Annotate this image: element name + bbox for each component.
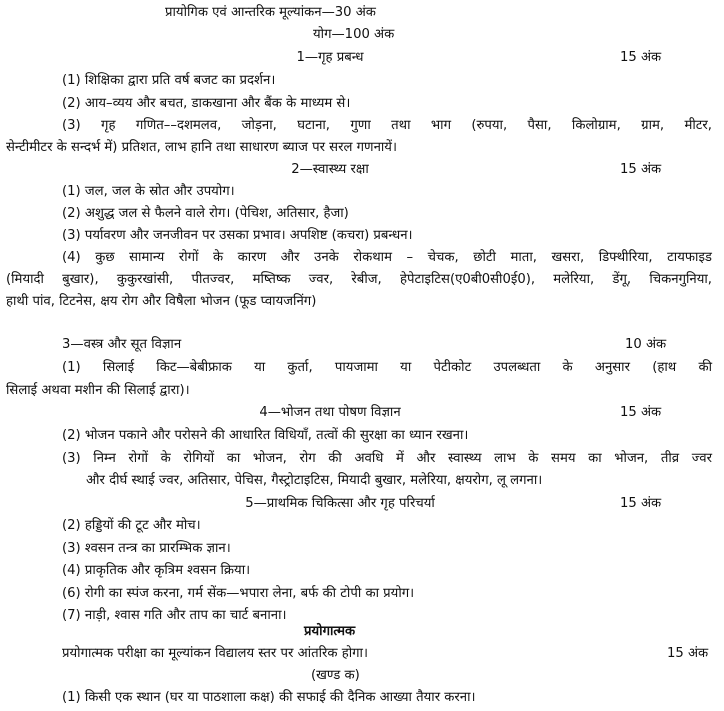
list-item: (2) भोजन पकाने और परोसने की आधारित विधियाँ, तत्वों की सुरक्षा का ध्यान रखना।	[62, 428, 469, 443]
section-marks: 15 अंक	[620, 50, 662, 65]
list-item: (6) रोगी का स्पंज करना, गर्म सेंक—भपारा लेना, बर्फ की टोपी का प्रयोग।	[62, 586, 415, 601]
list-item: सेन्टीमीटर के सन्दर्भ में) प्रतिशत, लाभ हानि तथा साधारण ब्याज पर सरल गणनायें।	[6, 140, 397, 155]
section-heading: 3—वस्त्र और सूत विज्ञान	[62, 337, 182, 352]
list-item: हाथी पांव, टिटनेस, क्षय रोग और विषैला भोजन (फूड प्वायजनिंग)	[6, 294, 317, 309]
list-item: (3) श्वसन तन्त्र का प्रारम्भिक ज्ञान।	[62, 541, 231, 556]
practical-text: प्रयोगात्मक परीक्षा का मूल्यांकन विद्यालय स्तर पर आंतरिक होगा।	[62, 646, 368, 661]
section-heading: 5—प्राथमिक चिकित्सा और गृह परिचर्या	[245, 496, 435, 511]
intro-line-1: प्रायोगिक एवं आन्तरिक मूल्यांकन—30 अंक	[165, 5, 376, 20]
section-marks: 15 अंक	[620, 405, 662, 420]
intro-line-2: योग—100 अंक	[313, 27, 395, 42]
list-item: (3) पर्यावरण और जनजीवन पर उसका प्रभाव। अपशिष्ट (कचरा) प्रबन्धन।	[62, 228, 413, 243]
list-item: सिलाई अथवा मशीन की सिलाई द्वारा)।	[6, 383, 190, 398]
list-item: (1) शिक्षिका द्वारा प्रति वर्ष बजट का प्रदर्शन।	[62, 73, 276, 88]
practical-marks: 15 अंक	[667, 646, 709, 661]
section-marks: 10 अंक	[625, 337, 667, 352]
list-item: (2) आय–व्यय और बचत, डाकखाना और बैंक के माध्यम से।	[62, 96, 351, 111]
list-item: (1) किसी एक स्थान (घर या पाठशाला कक्ष) की सफाई की दैनिक आख्या तैयार करना।	[62, 690, 476, 705]
list-item: (1) सिलाई किट—बेबीफ्राक या कुर्ता, पायजामा या पेटीकोट उपलब्धता के अनुसार (हाथ की	[62, 360, 712, 375]
list-item: (3) निम्न रोगों के रोगियों का भोजन, रोग की अवधि में और स्वास्थ्य लाभ के समय का भोजन, तीव्र ज्वर	[62, 451, 712, 466]
practical-subheading: (खण्ड क)	[311, 668, 360, 683]
section-marks: 15 अंक	[620, 162, 662, 177]
list-item: (4) प्राकृतिक और कृत्रिम श्वसन क्रिया।	[62, 563, 251, 578]
list-item: (4) कुछ सामान्य रोगों के कारण और उनके रोकथाम – चेचक, छोटी माता, खसरा, डिफ्थीरिया, टायफाइड	[62, 250, 712, 265]
section-heading: 2—स्वास्थ्य रक्षा	[291, 162, 369, 177]
list-item: (मियादी बुखार), कुकुरखांसी, पीतज्वर, मष्तिष्क ज्वर, रेबीज, हेपेटाइटिस(ए0बी0सी0ई0), मलेरिया, डेंगू, चिकनगुनिया,	[6, 272, 712, 287]
section-heading: 1—गृह प्रबन्ध	[296, 50, 364, 65]
list-item: (1) जल, जल के स्रोत और उपयोग।	[62, 184, 235, 199]
list-item: और दीर्घ स्थाई ज्वर, अतिसार, पेचिस, गैस्ट्रोटाइटिस, मियादी बुखार, मलेरिया, क्षयरोग, लू लगना।	[86, 473, 543, 488]
list-item: (2) हड्डियों की टूट और मोच।	[62, 518, 201, 533]
section-marks: 15 अंक	[620, 496, 662, 511]
list-item: (2) अशुद्ध जल से फैलने वाले रोग। (पेचिश, अतिसार, हैजा)	[62, 206, 349, 221]
section-heading: 4—भोजन तथा पोषण विज्ञान	[259, 405, 401, 420]
list-item: (7) नाड़ी, श्वास गति और ताप का चार्ट बनाना।	[62, 608, 287, 623]
practical-heading: प्रयोगात्मक	[304, 624, 356, 639]
list-item: (3) गृह गणित––दशमलव, जोड़ना, घटाना, गुणा तथा भाग (रुपया, पैसा, किलोग्राम, ग्राम, मीटर,	[62, 118, 712, 133]
